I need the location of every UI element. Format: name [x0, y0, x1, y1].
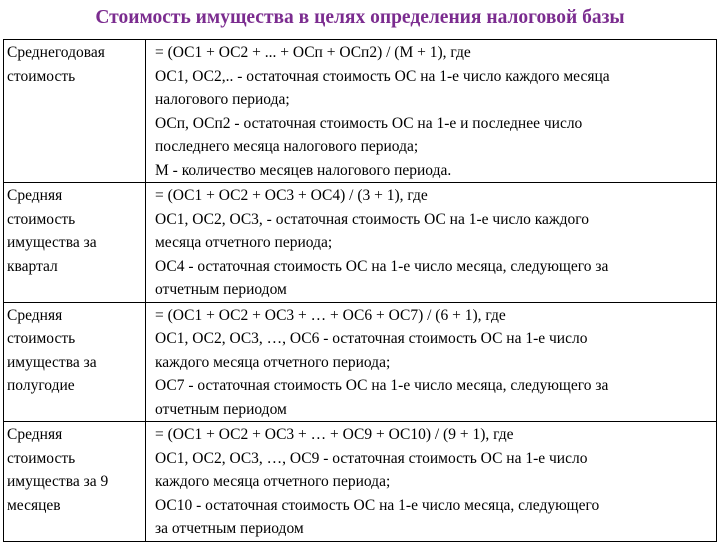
definition-line: за отчетным периодом — [155, 520, 304, 537]
term-cell — [4, 302, 146, 422]
term-line: имущества за — [7, 234, 97, 251]
term-line: полугодие — [7, 377, 75, 394]
definition-cell — [146, 422, 717, 542]
tax-base-table — [3, 39, 717, 542]
table-row — [4, 422, 717, 542]
definition-line: последнего месяца налогового периода; — [155, 138, 419, 155]
definition-line: ОС1, ОС2,.. - остаточная стоимость ОС на 1-е число каждого месяца — [155, 67, 610, 85]
term-cell — [4, 183, 146, 303]
definition-cell — [146, 40, 717, 183]
definition-line: М - количество месяцев налогового периода. — [155, 161, 452, 179]
definition-line: ОСп, ОСп2 - остаточная стоимость ОС на 1-е и последнее число — [155, 114, 583, 132]
definition-line: ОС1, ОС2, ОС3, …, ОС9 - остаточная стоимость ОС на 1-е число — [155, 449, 588, 467]
table-row — [4, 40, 717, 183]
definition-line: ОС1, ОС2, ОС3, …, ОС6 - остаточная стоимость ОС на 1-е число — [155, 330, 588, 347]
page-title: Стоимость имущества в целях определения налоговой базы — [95, 7, 625, 28]
term-line: имущества за 9 — [7, 473, 109, 490]
definition-line: ОС10 - остаточная стоимость ОС на 1-е число месяца, следующего — [155, 496, 600, 514]
term-line: стоимость — [7, 449, 76, 467]
term-line: стоимость — [7, 210, 76, 228]
term-line: стоимость — [7, 330, 76, 347]
definition-line: месяца отчетного периода; — [155, 234, 333, 251]
definition-cell — [146, 302, 717, 422]
definition-cell — [146, 183, 717, 303]
term-cell — [4, 422, 146, 542]
definition-line: ОС4 - остаточная стоимость ОС на 1-е число месяца, следующего за — [155, 257, 609, 275]
term-line: месяцев — [7, 496, 61, 514]
term-line: стоимость — [7, 67, 76, 85]
definition-line: ОС7 - остаточная стоимость ОС на 1-е число месяца, следующего за — [155, 377, 609, 394]
term-line: Средняя — [7, 306, 63, 324]
table-row — [4, 302, 717, 422]
term-line: имущества за — [7, 353, 97, 371]
formula-line: = (ОС1 + ОС2 + ОС3 + ОС4) / (3 + 1), где — [155, 187, 428, 204]
term-line: Средняя — [7, 426, 63, 443]
formula-line: = (ОС1 + ОС2 + ... + ОСп + ОСп2) / (М + 1), где — [155, 44, 471, 61]
term-line: квартал — [7, 257, 58, 275]
formula-line: = (ОС1 + ОС2 + ОС3 + … + ОС9 + ОС10) / (9 + 1), где — [155, 426, 514, 443]
term-line: Средняя — [7, 187, 63, 204]
definition-line: отчетным периодом — [155, 281, 287, 298]
table-row — [4, 183, 717, 303]
definition-line: каждого месяца отчетного периода; — [155, 473, 391, 490]
definition-line: отчетным периодом — [155, 400, 287, 418]
term-cell — [4, 40, 146, 183]
formula-line: = (ОС1 + ОС2 + ОС3 + … + ОС6 + ОС7) / (6 + 1), где — [155, 306, 506, 324]
definition-line: ОС1, ОС2, ОС3, - остаточная стоимость ОС на 1-е число каждого — [155, 210, 589, 228]
term-line: Среднегодовая — [7, 44, 105, 61]
definition-line: налогового периода; — [155, 91, 290, 108]
definition-line: каждого месяца отчетного периода; — [155, 353, 391, 371]
